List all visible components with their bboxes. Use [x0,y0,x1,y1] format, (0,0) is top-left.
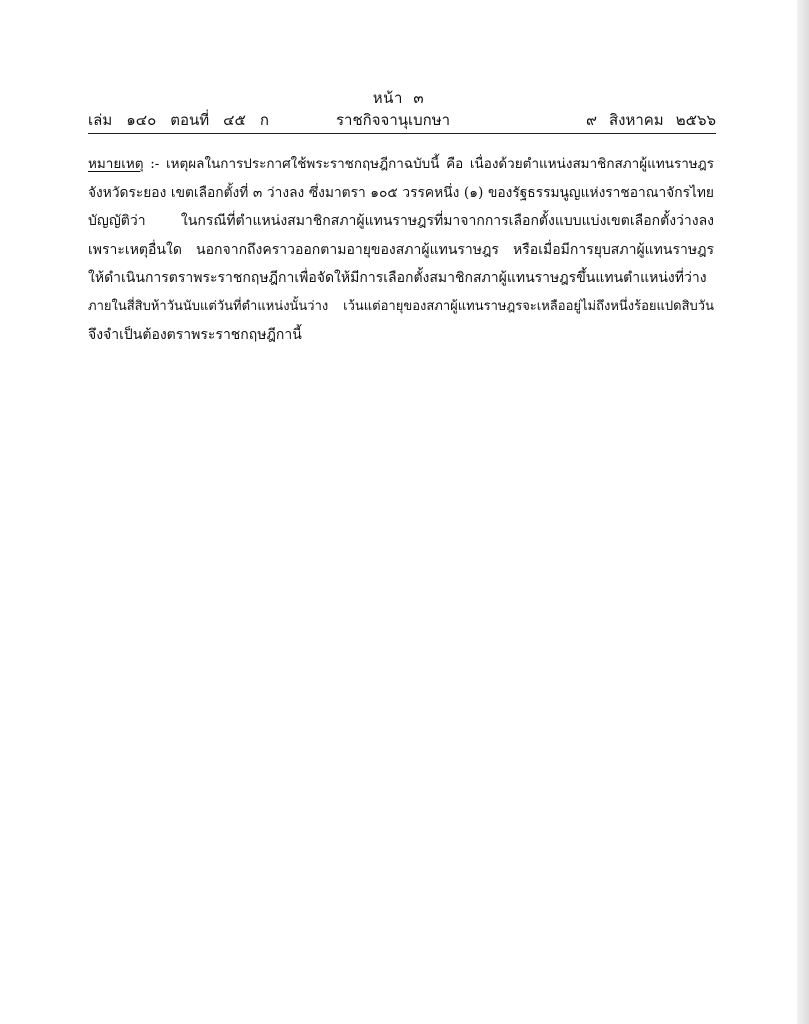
volume-issue [88,108,283,132]
note-line-3: บัญญัติว่า ในกรณีที่ตำแหน่งสมาชิกสภาผู้แทนราษฎรที่มาจากการเลือกตั้งแบบแบ่งเขตเลือกตั้งว่างลง [88,213,714,229]
note-section [88,150,714,350]
note-line-2: จังหวัดระยอง เขตเลือกตั้งที่ ๓ ว่างลง ซึ่งมาตรา ๑๐๕ วรรคหนึ่ง (๑) ของรัฐธรรมนูญแห่งราชอาณาจักรไทย [88,184,714,201]
gazette-header [88,108,716,130]
publication-date [574,108,716,132]
date-year: ๒๕๖๖ [675,111,716,129]
volume-number: ๑๔๐ [126,111,157,129]
page-label: หน้า [372,89,403,107]
section-letter: ก [259,111,269,129]
page-edge-shadow [797,0,809,1024]
page-number-value: ๓ [413,89,425,107]
volume-label: เล่ม [88,111,113,129]
note-text-1: :- เหตุผลในการประกาศใช้พระราชกฤษฎีกาฉบับนี้ คือ เนื่องด้วยตำแหน่งสมาชิกสภาผู้แทนราษฎร [150,156,714,172]
date-day: ๙ [585,111,597,129]
date-month: สิงหาคม [608,111,664,129]
header-divider [88,133,716,134]
issue-number: ๔๕ [223,111,246,129]
note-line-7: จึงจำเป็นต้องตราพระราชกฤษฎีกานี้ [88,327,302,343]
note-line-5: ให้ดำเนินการตราพระราชกฤษฎีกาเพื่อจัดให้มีการเลือกตั้งสมาชิกสภาผู้แทนราษฎรขึ้นแทนตำแหน่งที่ว่าง [88,270,707,286]
page-number [0,86,797,110]
note-line-6: ภายในสี่สิบห้าวันนับแต่วันที่ตำแหน่งนั้นว่าง เว้นแต่อายุของสภาผู้แทนราษฎรจะเหลืออยู่ไม่ถึงหนึ่งร้อยแปดสิบวัน [88,298,714,314]
publication-name: ราชกิจจานุเบกษา [336,111,451,129]
issue-label: ตอนที่ [170,111,210,129]
note-line-1 [88,150,714,179]
note-line-4: เพราะเหตุอื่นใด นอกจากถึงคราวออกตามอายุของสภาผู้แทนราษฎร หรือเมื่อมีการยุบสภาผู้แทนราษฎร [88,241,714,258]
note-label: หมายเหตุ [88,156,144,172]
